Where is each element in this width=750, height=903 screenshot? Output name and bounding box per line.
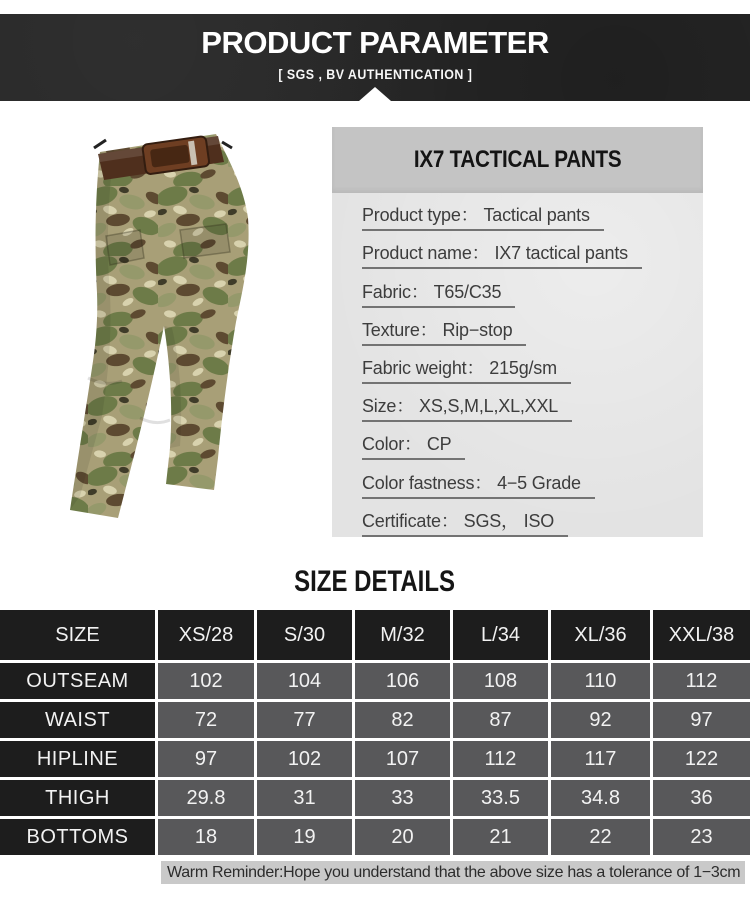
spec-colon: ： — [404, 434, 422, 455]
size-table-cell: 104 — [257, 663, 352, 699]
spec-label: Size — [362, 396, 397, 417]
size-table-cell: 87 — [453, 702, 548, 738]
spec-label: Fabric weight — [362, 357, 467, 378]
size-table-cell: 112 — [653, 663, 750, 699]
size-table-header-cell: L/34 — [453, 610, 548, 660]
size-table-cell: 19 — [257, 819, 352, 855]
spec-line — [362, 354, 571, 384]
spec-list — [332, 193, 703, 537]
spec-colon: ： — [466, 357, 485, 378]
page-title: PRODUCT PARAMETER — [201, 25, 549, 60]
size-table-cell: 21 — [453, 819, 548, 855]
spec-row — [362, 308, 703, 346]
size-table-cell: 97 — [158, 741, 254, 777]
spec-label: Texture — [362, 319, 420, 340]
size-table-cell: 23 — [653, 819, 750, 855]
size-details-heading-text: SIZE DETAILS — [294, 565, 456, 598]
size-table-cell: 36 — [653, 780, 750, 816]
size-table-cell: 82 — [355, 702, 450, 738]
spec-value: 4−5 Grade — [497, 472, 581, 493]
size-table-cell: 18 — [158, 819, 254, 855]
spec-line — [362, 430, 465, 460]
header-subtitle-text: [ SGS , BV AUTHENTICATION ] — [278, 67, 472, 82]
spec-value: CP — [426, 434, 452, 455]
size-table-cell: 31 — [257, 780, 352, 816]
product-title-bar — [332, 127, 703, 193]
spec-line — [362, 507, 568, 537]
spec-row — [362, 460, 703, 498]
size-table-header-cell: S/30 — [257, 610, 352, 660]
size-table-cell: 92 — [551, 702, 650, 738]
size-table-cell: 72 — [158, 702, 254, 738]
spec-row — [362, 346, 703, 384]
spec-line — [362, 239, 642, 269]
size-table-row-label: WAIST — [0, 702, 155, 738]
spec-colon: ： — [410, 281, 429, 302]
size-table-header-size: SIZE — [0, 610, 155, 660]
spec-label: Color — [362, 434, 405, 455]
pants-illustration — [18, 116, 322, 544]
spec-colon: ： — [474, 472, 493, 493]
spec-line — [362, 201, 604, 231]
spec-row — [362, 499, 703, 537]
spec-label: Product type — [362, 205, 461, 226]
size-details-heading — [0, 565, 750, 599]
spec-label: Product name — [362, 243, 472, 264]
spec-value: Tactical pants — [483, 205, 590, 226]
spec-colon: ： — [419, 319, 438, 340]
size-table-header-cell: M/32 — [355, 610, 450, 660]
size-table-row-label: OUTSEAM — [0, 663, 155, 699]
size-table-cell: 33 — [355, 780, 450, 816]
size-table-cell: 33.5 — [453, 780, 548, 816]
size-table-cell: 77 — [257, 702, 352, 738]
size-table-row-label: THIGH — [0, 780, 155, 816]
size-table-cell: 110 — [551, 663, 650, 699]
header-subtitle — [0, 66, 750, 84]
spec-row — [362, 231, 703, 269]
spec-line — [362, 469, 595, 499]
product-photo-pants — [18, 116, 322, 544]
size-table-cell: 117 — [551, 741, 650, 777]
size-table-cell: 22 — [551, 819, 650, 855]
spec-value: IX7 tactical pants — [494, 243, 628, 264]
spec-label: Certificate — [362, 510, 441, 531]
size-table-cell: 112 — [453, 741, 548, 777]
size-table-cell: 20 — [355, 819, 450, 855]
product-spec-panel — [332, 127, 703, 537]
size-table-cell: 34.8 — [551, 780, 650, 816]
spec-row — [362, 193, 703, 231]
spec-line — [362, 392, 572, 422]
spec-value: SGS， ISO — [463, 510, 555, 531]
size-table-cell: 102 — [257, 741, 352, 777]
size-table — [0, 610, 750, 855]
size-table-row-label: HIPLINE — [0, 741, 155, 777]
size-table-cell: 108 — [453, 663, 548, 699]
spec-colon: ： — [396, 396, 415, 417]
product-title: IX7 TACTICAL PANTS — [413, 146, 622, 173]
spec-row — [362, 384, 703, 422]
spec-colon: ： — [471, 243, 490, 264]
spec-line — [362, 316, 526, 346]
size-table-cell: 106 — [355, 663, 450, 699]
spec-row — [362, 269, 703, 307]
spec-value: 215g/sm — [489, 357, 557, 378]
size-table-row-label: BOTTOMS — [0, 819, 155, 855]
spec-colon: ： — [440, 510, 459, 531]
size-table-header-cell: XS/28 — [158, 610, 254, 660]
spec-value: Rip−stop — [442, 319, 513, 340]
spec-line — [362, 278, 515, 308]
spec-row — [362, 422, 703, 460]
header-banner — [0, 14, 750, 101]
size-table-cell: 107 — [355, 741, 450, 777]
size-table-cell: 102 — [158, 663, 254, 699]
size-table-cell: 97 — [653, 702, 750, 738]
size-table-cell: 29.8 — [158, 780, 254, 816]
spec-label: Color fastness — [362, 472, 475, 493]
spec-value: T65/C35 — [433, 281, 502, 302]
spec-colon: ： — [460, 205, 479, 226]
size-table-cell: 122 — [653, 741, 750, 777]
size-table-header-cell: XL/36 — [551, 610, 650, 660]
up-triangle-pointer — [359, 87, 391, 101]
size-table-header-cell: XXL/38 — [653, 610, 750, 660]
size-tolerance-note: Warm Reminder:Hope you understand that the above size has a tolerance of 1−3cm — [161, 861, 745, 884]
spec-value: XS,S,M,L,XL,XXL — [419, 396, 559, 417]
spec-label: Fabric — [362, 281, 411, 302]
